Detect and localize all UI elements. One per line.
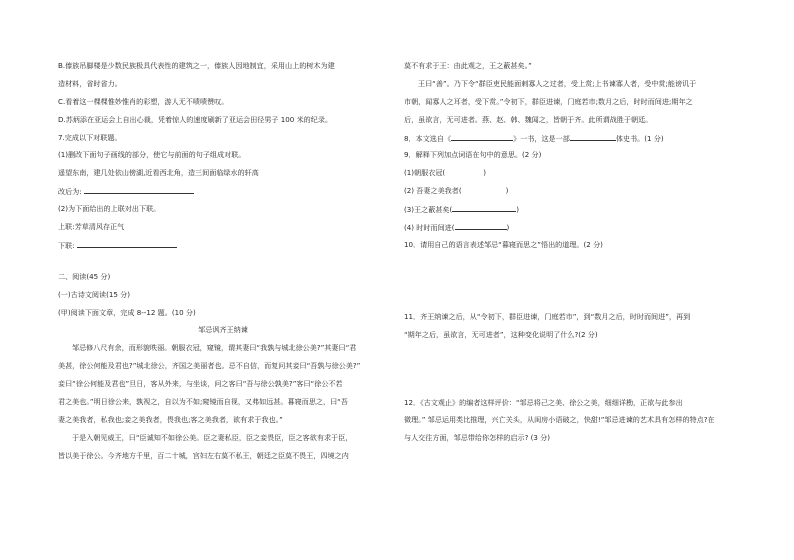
answer-blank[interactable] <box>77 239 177 248</box>
book-blank[interactable] <box>451 132 513 141</box>
passage-line: 莫不有求于王：由此观之，王之蔽甚矣。” <box>404 61 532 70</box>
option-b-line-1: B.傣族吊脚楼是少数民族极具代表性的建筑之一，傣族人因地制宜，采用山上的树木为建 <box>58 61 335 70</box>
question-7: 7.完成以下对联题。 <box>58 132 122 142</box>
item-label: ) <box>505 186 509 196</box>
question-9-3 <box>404 203 746 214</box>
item-label: ) <box>516 205 520 215</box>
section-2-heading: 二、阅读(45 分) <box>58 271 111 281</box>
question-12-line-3: 与人交往方面，邹忌带给你怎样的启示? (3 分) <box>404 433 551 443</box>
question-8-text: 8．本文选自《 <box>404 133 452 143</box>
question-8-text: 体史书。(1 分) <box>615 133 664 143</box>
answer-blank[interactable] <box>452 203 516 212</box>
question-9-4 <box>404 221 746 232</box>
question-8 <box>404 132 746 143</box>
question-11-line-1: 11．齐王纳谏之后，从“令初下，群臣进谏，门庭若市”，到“数月之后，时时而间进”，再到 <box>404 311 691 321</box>
passage-line: 于是入朝见威王，曰“臣诚知不如徐公美。臣之妻私臣，臣之妾畏臣，臣之客欲有求于臣， <box>72 432 353 442</box>
question-9: 9．解释下列加点词语在句中的意思。(2 分) <box>404 150 542 160</box>
option-b-line-2: 造材料，省时省力。 <box>58 78 122 88</box>
passage-line: 妻之美我者，私我也;妾之美我者，畏我也;客之美我者，欲有求于我也。” <box>58 414 283 424</box>
question-7-2: (2)为下面给出的上联对出下联。 <box>58 204 161 214</box>
passage-line: 皆以美于徐公。今齐地方千里，百二十城，宫妇左右莫不私王，朝廷之臣莫不畏王，四境之内 <box>58 450 349 460</box>
answer-blank[interactable] <box>455 221 507 230</box>
question-9-1 <box>404 167 746 178</box>
question-7-1: (1)删改下面句子画线的部分，使它与前面的句子组成对联。 <box>58 150 246 160</box>
answer-blank[interactable] <box>84 185 194 194</box>
passage-instruction: (甲)阅读下面文章，完成 8--12 题。(10 分) <box>58 307 196 317</box>
question-7-1-couplet: 遥望东南，建几处依山傍湖,近看西北角，造三间面临绿水的轩高 <box>58 168 259 178</box>
passage-line: 市朝，闻寡人之耳者，受下赏。”令初下，群臣进谏，门庭若市;数月之后，时时而间进;期年之 <box>404 96 693 106</box>
question-9-2 <box>404 185 746 196</box>
passage-line: 美甚，徐公何能及君也?”城北徐公，齐国之美丽者也。忌不自信，而复问其妾曰“吾孰与徐公美?” <box>58 361 361 371</box>
question-7-2-upper: 上联:芳草清风存正气 <box>58 222 125 232</box>
question-7-1-answer <box>58 185 388 196</box>
item-label: (1)朝服衣冠( <box>404 168 446 178</box>
option-c: C.看着这一棵棵惟妙惟肖的彩塑，游人无不啧啧赞叹。 <box>58 96 229 106</box>
passage-line: 后，虽欲言，无可进者。燕、赵、韩、魏闻之，皆朝于齐。此所谓战胜于朝廷。 <box>404 114 653 124</box>
left-column <box>58 60 388 468</box>
answer-area[interactable] <box>404 347 746 397</box>
question-8-text: 》一书，这是一部 <box>513 133 570 143</box>
question-11-line-2: “期年之后，虽欲言，无可进者”，这种变化说明了什么?(2 分) <box>404 329 598 339</box>
question-10: 10．请用自己的语言表述邹忌“暮寝而思之”悟出的道理。(2 分) <box>404 239 603 249</box>
question-12-line-1: 12．《古文观止》的编者这样评价：“邹忌将己之美、徐公之美，细细详勘，正欲与此参出 <box>404 397 683 407</box>
passage-title: 邹忌讽齐王纳谏 <box>198 325 248 335</box>
answer-label: 改后为: <box>58 187 82 197</box>
question-7-2-lower <box>58 239 388 250</box>
option-d: D.苏炳添在亚运会上自出心裁，凭着惊人的速度刷新了亚运会田径男子 100 米的纪录。 <box>58 114 333 124</box>
item-label: ) <box>483 168 486 178</box>
genre-blank[interactable] <box>570 132 616 141</box>
passage-line: 王曰“善”。乃下令“群臣吏民能面刺寡人之过者，受上赏;上书谏寡人者，受中赏;能谤讥于 <box>418 78 697 88</box>
item-label: (3)王之蔽甚矣( <box>404 205 453 215</box>
right-column <box>404 60 746 450</box>
passage-line: 君之美也。”明日徐公来，孰视之，自以为不如;窥镜而自视，又弗如远甚。暮寝而思之，曰“吾 <box>58 397 348 407</box>
item-label: (4) 时时而间进( <box>404 223 455 233</box>
question-12-line-2: 微理。” 邹忌运用类比推理，兴亡关头，从闺房小语破之，快甜!”邹忌进谏的艺术具有怎样的特点?在 <box>404 415 715 425</box>
answer-area[interactable] <box>404 257 746 311</box>
answer-label: 下联: <box>58 240 75 250</box>
item-label: (2) 吾妻之美我者( <box>404 186 462 196</box>
subsection-heading: (一)古诗文阅读(15 分) <box>58 289 131 299</box>
passage-line: 邹忌修八尺有余，而形貌昳丽。朝服衣冠，窥镜，谓其妻曰“我孰与城北徐公美?”其妻曰“君 <box>72 343 357 353</box>
item-label: ) <box>506 223 510 233</box>
passage-line: 妾曰“徐公何能及君也”旦日，客从外来，与坐谈，问之客曰“吾与徐公孰美?”客曰“徐公不若 <box>58 379 343 389</box>
